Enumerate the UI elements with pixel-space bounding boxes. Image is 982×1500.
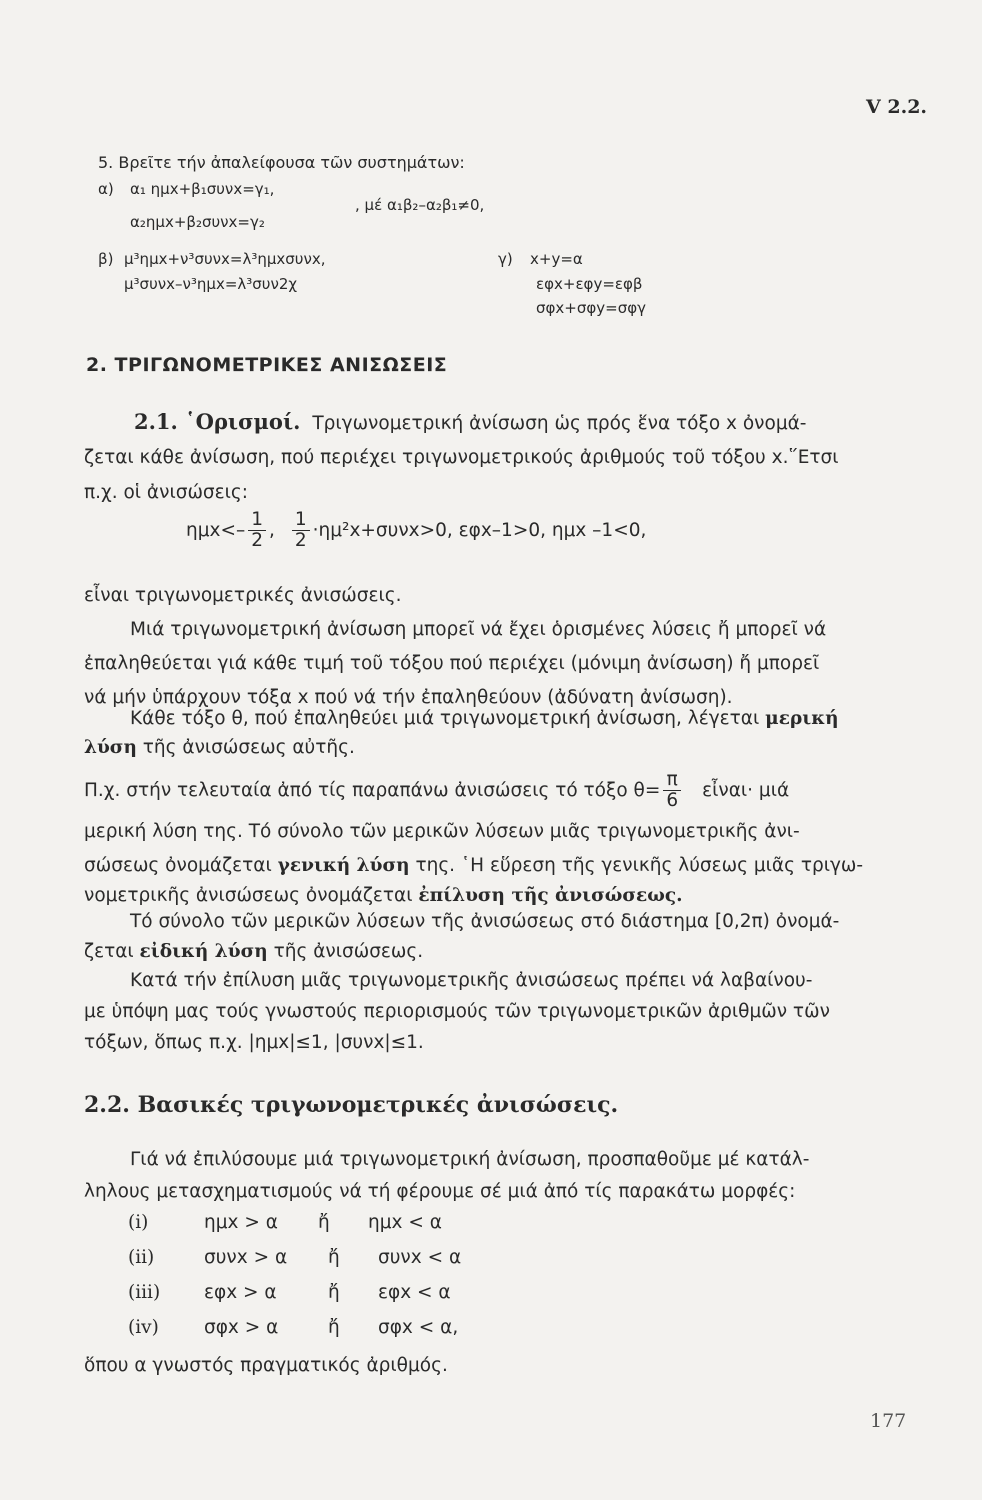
page-number: 177: [870, 1410, 907, 1432]
fraction-denominator: 2: [294, 530, 307, 551]
exercise-c-eq2: εφx+εφy=εφβ: [536, 275, 643, 293]
form-row: [128, 1317, 458, 1338]
form-right: εφx < α: [378, 1282, 451, 1303]
term-solution: λύση: [84, 737, 137, 758]
para6-text-a: ζεται: [84, 941, 134, 962]
para5-text-a: σώσεως ὀνομάζεται: [84, 855, 272, 876]
term-solving: ἐπίλυση τῆς ἀνισώσεως.: [418, 885, 683, 906]
para2-line2: ἐπαληθεύεται γιά κάθε τιμή τοῦ τόξου πού περιέχει (μόνιμη ἀνίσωση) ἤ μπορεῖ: [84, 653, 820, 674]
definition-line-3: π.χ. οἱ ἀνισώσεις:: [84, 482, 249, 503]
subsection-22-heading: 2.2. Βασικές τριγωνομετρικές ἀνισώσεις.: [84, 1092, 619, 1118]
form-label: (iv): [128, 1317, 159, 1338]
section-title: 2. ΤΡΙΓΩΝΟΜΕΤΡΙΚΕΣ ΑΝΙΣΩΣΕΙΣ: [86, 354, 448, 376]
section-reference: V 2.2.: [866, 96, 928, 118]
para5-line1: μερική λύση της. Τό σύνολο τῶν μερικῶν λύσεων μιᾶς τριγωνομετρικῆς ἀνι-: [84, 821, 800, 842]
formula-part-1: ημx<–: [186, 520, 246, 541]
subsection-22-intro-line1: Γιά νά ἐπιλύσουμε μιά τριγωνομετρική ἀνίσωση, προσπαθοῦμε μέ κατάλ-: [130, 1149, 810, 1170]
para4-line1: [84, 770, 789, 811]
term-partial: μερική: [765, 708, 839, 729]
exercise-a-condition: , μέ α₁β₂–α₂β₁≠0,: [355, 196, 485, 214]
form-right: σφx < α,: [378, 1317, 459, 1338]
form-or: ἤ: [328, 1317, 340, 1338]
form-left: συνx > α: [204, 1247, 288, 1268]
exercise-c-eq3: σφx+σφy=σφγ: [536, 299, 646, 317]
form-or: ἤ: [328, 1282, 340, 1303]
para2-line1: Μιά τριγωνομετρική ἀνίσωση μπορεῖ νά ἔχει ὁρισμένες λύσεις ἤ μπορεῖ νά: [130, 619, 827, 640]
inequality-examples: [186, 510, 646, 551]
para2-line3: νά μήν ὑπάρχουν τόξα x πού νά τήν ἐπαληθεύουν (ἀδύνατη ἀνίσωση).: [84, 687, 733, 708]
exercise-b-eq1: μ³ημx+ν³συνx=λ³ημxσυνx,: [124, 250, 326, 268]
form-right: συνx < α: [378, 1247, 462, 1268]
fraction-denominator: 6: [666, 790, 679, 811]
exercise-b-label: β): [98, 250, 114, 268]
exercise-a-eq1: α₁ ημx+β₁συνx=γ₁,: [130, 180, 275, 198]
para7-line2: με ὑπόψη μας τούς γνωστούς περιορισμούς τῶν τριγωνομετρικῶν ἀριθμῶν τῶν: [84, 1001, 830, 1022]
exercise-intro: 5. Βρεῖτε τήν ἀπαλείφουσα τῶν συστημάτων:: [98, 153, 465, 172]
form-row: [128, 1282, 451, 1303]
definition-line-2: ζεται κάθε ἀνίσωση, πού περιέχει τριγωνομετρικούς ἀριθμούς τοῦ τόξου x.῞Ετσι: [84, 447, 839, 468]
para7-line3: τόξων, ὅπως π.χ. |ημx|≤1, |συνx|≤1.: [84, 1032, 424, 1053]
exercise-a-eq2: α₂ημx+β₂συνx=γ₂: [130, 213, 265, 231]
para3-text: Κάθε τόξο θ, πού ἐπαληθεύει μιά τριγωνομετρική ἀνίσωση, λέγεται: [130, 708, 760, 729]
fraction-numerator: 1: [292, 510, 310, 531]
fraction-pi-six: [663, 770, 681, 811]
para6-line1: Τό σύνολο τῶν μερικῶν λύσεων τῆς ἀνισώσεως στό διάστημα [0,2π) ὀνομά-: [130, 911, 840, 932]
form-or: ἤ: [318, 1212, 330, 1233]
exercise-b-eq2: μ³συνx–ν³ημx=λ³συν2χ: [124, 275, 298, 293]
fraction-numerator: π: [663, 770, 681, 791]
para3-line2: [84, 730, 355, 766]
form-label: (i): [128, 1212, 149, 1233]
form-label: (iii): [128, 1282, 161, 1303]
form-left: σφx > α: [204, 1317, 279, 1338]
term-special-solution: εἰδική λύση: [139, 941, 268, 962]
form-label: (ii): [128, 1247, 155, 1268]
fraction-numerator: 1: [248, 510, 266, 531]
form-row: [128, 1212, 442, 1233]
form-left: ημx > α: [204, 1212, 278, 1233]
exercise-a-label: α): [98, 180, 114, 198]
definition-text: Τριγωνομετρική ἀνίσωση ὡς πρός ἕνα τόξο x ὀνομά-: [312, 413, 807, 434]
form-row: [128, 1247, 461, 1268]
exercise-c-label: γ): [498, 250, 513, 268]
fraction-one-half-a: [248, 510, 266, 551]
para7-line1: Κατά τήν ἐπίλυση μιᾶς τριγωνομετρικῆς ἀνισώσεως πρέπει νά λαβαίνου-: [130, 970, 813, 991]
formula-part-3: ·ημ²x+συνx>0, εφx–1>0, ημx –1<0,: [312, 520, 647, 541]
form-left: εφx > α: [204, 1282, 277, 1303]
subsection-22-intro-line2: ληλους μετασχηματισμούς νά τή φέρουμε σέ μιά ἀπό τίς παρακάτω μορφές:: [84, 1181, 796, 1202]
para5-text-c: νομετρικῆς ἀνισώσεως ὀνομάζεται: [84, 885, 413, 906]
para3-rest: τῆς ἀνισώσεως αὐτῆς.: [142, 737, 355, 758]
form-or: ἤ: [328, 1247, 340, 1268]
para5-text-b: της. ῾Η εὕρεση τῆς γενικῆς λύσεως μιᾶς τριγω-: [415, 855, 864, 876]
closing-line: ὅπου α γνωστός πραγματικός ἀριθμός.: [84, 1355, 448, 1376]
definition-line-4: εἶναι τριγωνομετρικές ἀνισώσεις.: [84, 585, 402, 606]
exercise-c-eq1: x+y=α: [530, 250, 583, 268]
fraction-one-half-b: [292, 510, 310, 551]
form-right: ημx < α: [368, 1212, 442, 1233]
formula-part-2: ,: [268, 520, 275, 541]
fraction-denominator: 2: [251, 530, 263, 551]
subsection-21-line1: [134, 404, 806, 442]
term-general-solution: γενική λύση: [277, 855, 410, 876]
para6-text-b: τῆς ἀνισώσεως.: [273, 941, 424, 962]
para4-end: εἶναι· μιά: [702, 780, 790, 801]
subsection-21-heading: 2.1. ῾Ορισμοί.: [134, 409, 301, 434]
para4-text: Π.χ. στήν τελευταία ἀπό τίς παραπάνω ἀνισώσεις τό τόξο θ=: [84, 780, 661, 801]
